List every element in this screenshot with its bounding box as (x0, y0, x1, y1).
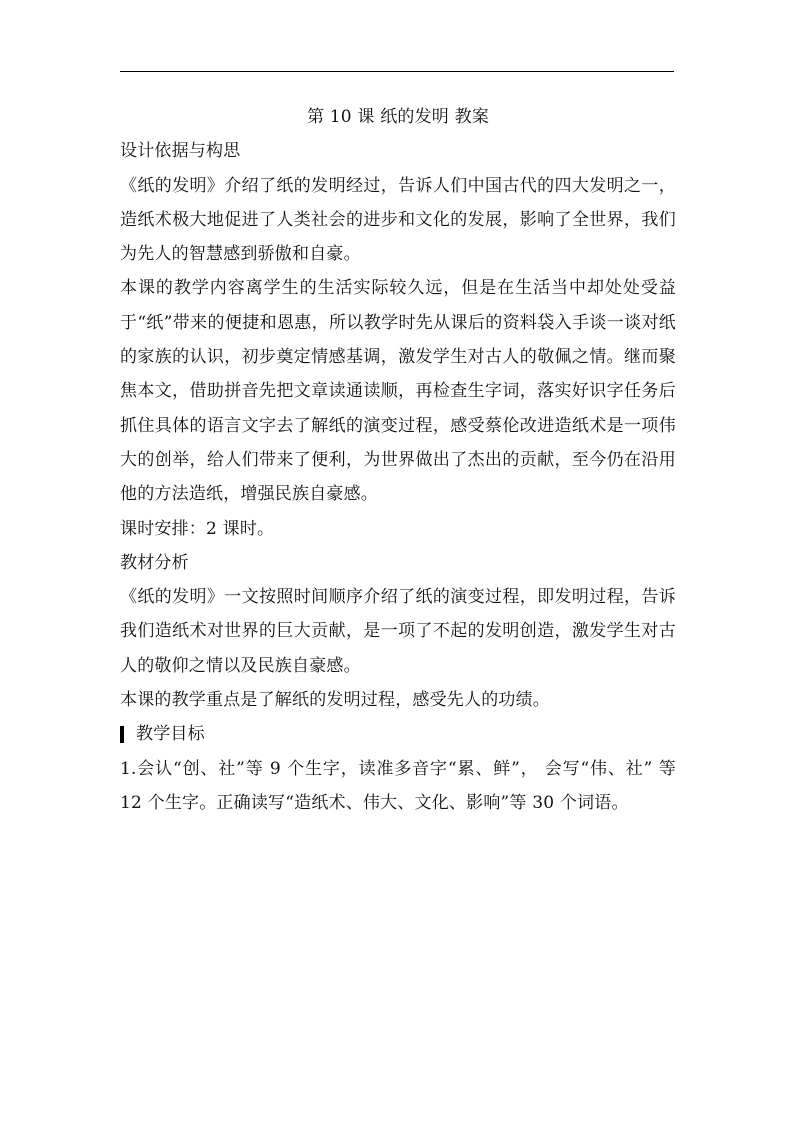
paragraph: 《纸的发明》介绍了纸的发明经过，告诉人们中国古代的四大发明之一，造纸术极大地促进了人类社会的进步和文化的发展，影响了全世界，我们为先人的智慧感到骄傲和自豪。 (120, 175, 676, 265)
heading-bar-marker (120, 726, 124, 743)
paragraph-class-hours: 课时安排：2 课时。 (120, 518, 275, 539)
paragraph: 本课的教学内容离学生的生活实际较久远，但是在生活当中却处处受益于“纸”带来的便捷和恩惠，所以教学时先从课后的资料袋入手谈一谈对纸的家族的认识，初步奠定情感基调，激发学生对古人的敬佩之情。继而聚焦本文，借助拼音先把文章读通读顺，再检查生字词，落实好识字任务后抓住具体的语言文字去了解纸的演变过程，感受蔡伦改进造纸术是一项伟大的创举，给人们带来了便利，为世界做出了杰出的贡献，至今仍在沿用他的方法造纸，增强民族自豪感。 (120, 278, 676, 505)
section-heading-design: 设计依据与构思 (120, 141, 241, 162)
paragraph: 本课的教学重点是了解纸的发明过程，感受先人的功绩。 (120, 690, 550, 711)
paragraph: 1.会认“创、社”等 9 个生字，读准多音字“累、鲜”， 会写“伟、社” 等 12 个生字。正确读写“造纸术、伟大、文化、影响”等 30 个词语。 (120, 758, 676, 813)
section-heading-label: 教学目标 (136, 724, 205, 745)
paragraph: 《纸的发明》一文按照时间顺序介绍了纸的演变过程，即发明过程，告诉我们造纸术对世界的巨大贡献，是一项了不起的发明创造，激发学生对古人的敬仰之情以及民族自豪感。 (120, 587, 676, 676)
document-title: 第 10 课 纸的发明 教案 (306, 107, 490, 127)
header-rule (120, 71, 674, 72)
document-body (120, 100, 676, 820)
section-heading-analysis: 教材分析 (120, 552, 189, 573)
section-heading-objectives (120, 717, 676, 751)
